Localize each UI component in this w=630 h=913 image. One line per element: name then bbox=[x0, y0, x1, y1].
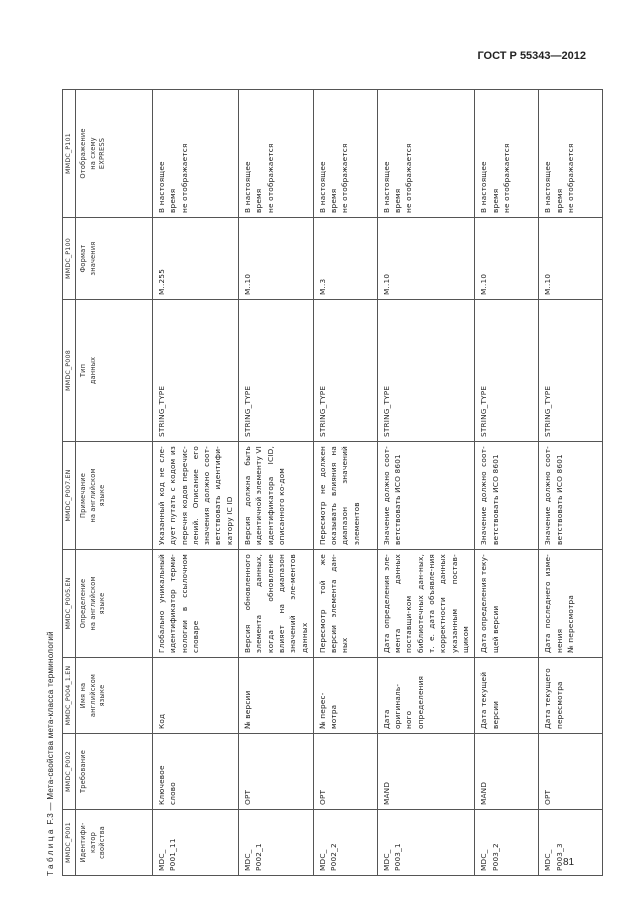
cell-express: В настоящее время не отображается bbox=[313, 90, 377, 218]
cell-note: Значение должно соот-ветствовать ИСО 8601 bbox=[475, 442, 539, 550]
table-caption-text: F.3 — Мета-свойства мета-класса терминологий bbox=[46, 631, 55, 825]
cell-express: В настоящее время не отображается bbox=[377, 90, 474, 218]
cell-requirement: MAND bbox=[475, 734, 539, 810]
cell-format: M..10 bbox=[539, 218, 603, 300]
cell-express: В настоящее время не отображается bbox=[539, 90, 603, 218]
cell-id: MDC_ P003_1 bbox=[377, 810, 474, 876]
cell-express: В настоящее время не отображается bbox=[239, 90, 314, 218]
cell-definition: Дата определения эле-мента данных поставщи-ком библиотечных дан-ных, т. е. дата объявле-ния корректности данных указанным постав-щиком bbox=[377, 550, 474, 658]
cell-data-type: STRING_TYPE bbox=[377, 300, 474, 442]
cell-requirement: MAND bbox=[377, 734, 474, 810]
column-name: Тип данных bbox=[76, 300, 153, 442]
cell-definition: Глобально уникальный идентификатор терми-нологии в ссылочном словаре bbox=[153, 550, 239, 658]
cell-note: Пересмотр не должен оказывать влияния на диапазон значений элементов bbox=[313, 442, 377, 550]
cell-data-type: STRING_TYPE bbox=[475, 300, 539, 442]
cell-id: MDC_ P001_11 bbox=[153, 810, 239, 876]
meta-properties-table bbox=[62, 89, 603, 876]
table-row bbox=[239, 90, 314, 876]
column-name: Определение на английском языке bbox=[76, 550, 153, 658]
cell-requirement: OPT bbox=[239, 734, 314, 810]
column-code: MMDC_P101 bbox=[63, 90, 76, 218]
column-name-row bbox=[76, 90, 153, 876]
cell-definition: Версия обновленного элемента данных, когда обновление влияет на диапазон значений эле-ментов данных bbox=[239, 550, 314, 658]
cell-definition: Дата определения теку-щей версии bbox=[475, 550, 539, 658]
cell-note: Указанный код не сле-дует путать с кодом из перечня кодов перечис-лений. Описание его значения должно соот-ветствовать идентифи-катору IC ID bbox=[153, 442, 239, 550]
column-name: Примечание на английском языке bbox=[76, 442, 153, 550]
table-caption bbox=[40, 90, 62, 876]
page-number: 81 bbox=[563, 857, 575, 868]
table-row bbox=[475, 90, 539, 876]
column-code: MMDC_P002 bbox=[63, 734, 76, 810]
cell-note: Версия должна быть идентичной элементу VI идентификатора ICID, описанного ко-дом bbox=[239, 442, 314, 550]
cell-definition: Дата последнего изме-нения № пересмотра bbox=[539, 550, 603, 658]
table-row bbox=[313, 90, 377, 876]
cell-id: MDC_ P003_3 bbox=[539, 810, 603, 876]
cell-note: Значение должно соот-ветствовать ИСО 8601 bbox=[539, 442, 603, 550]
column-name: Требование bbox=[76, 734, 153, 810]
column-code: MMDC_P008 bbox=[63, 300, 76, 442]
column-code: MMDC_P100 bbox=[63, 218, 76, 300]
table-row bbox=[153, 90, 239, 876]
cell-name-en: Дата текущего пересмотра bbox=[539, 658, 603, 734]
cell-id: MDC_ P002_1 bbox=[239, 810, 314, 876]
table-row bbox=[377, 90, 474, 876]
cell-note: Значение должно соот-ветствовать ИСО 8601 bbox=[377, 442, 474, 550]
cell-name-en: № версии bbox=[239, 658, 314, 734]
cell-format: M..255 bbox=[153, 218, 239, 300]
cell-name-en: Дата текущей версии bbox=[475, 658, 539, 734]
cell-name-en: № перес- мотра bbox=[313, 658, 377, 734]
cell-id: MDC_ P003_2 bbox=[475, 810, 539, 876]
cell-data-type: STRING_TYPE bbox=[153, 300, 239, 442]
cell-data-type: STRING_TYPE bbox=[239, 300, 314, 442]
document-header: ГОСТ Р 55343—2012 bbox=[477, 50, 586, 62]
cell-express: В настоящее время не отображается bbox=[153, 90, 239, 218]
column-code: MMDC_P004_1.EN bbox=[63, 658, 76, 734]
cell-express: В настоящее время не отображается bbox=[475, 90, 539, 218]
cell-format: M..3 bbox=[313, 218, 377, 300]
column-code: MMDC_P001 bbox=[63, 810, 76, 876]
cell-name-en: Дата оригиналь- ного определения bbox=[377, 658, 474, 734]
cell-data-type: STRING_TYPE bbox=[539, 300, 603, 442]
cell-requirement: Ключевое слово bbox=[153, 734, 239, 810]
column-name: Отображение на схему EXPRESS bbox=[76, 90, 153, 218]
cell-name-en: Код bbox=[153, 658, 239, 734]
cell-format: M..10 bbox=[475, 218, 539, 300]
cell-definition: Пересмотр той же версии элемента дан-ных bbox=[313, 550, 377, 658]
cell-requirement: OPT bbox=[539, 734, 603, 810]
table-row bbox=[539, 90, 603, 876]
cell-format: M..10 bbox=[377, 218, 474, 300]
column-name: Идентифи- катор свойства bbox=[76, 810, 153, 876]
cell-requirement: OPT bbox=[313, 734, 377, 810]
column-code: MMDC_P005.EN bbox=[63, 550, 76, 658]
column-name: Формат значения bbox=[76, 218, 153, 300]
cell-data-type: STRING_TYPE bbox=[313, 300, 377, 442]
cell-id: MDC_ P002_2 bbox=[313, 810, 377, 876]
column-name: Имя на английском языке bbox=[76, 658, 153, 734]
column-code-row bbox=[63, 90, 76, 876]
column-code: MMDC_P007.EN bbox=[63, 442, 76, 550]
rotated-table-page bbox=[40, 90, 600, 876]
table-caption-label: Таблица bbox=[46, 827, 55, 876]
cell-format: M..10 bbox=[239, 218, 314, 300]
